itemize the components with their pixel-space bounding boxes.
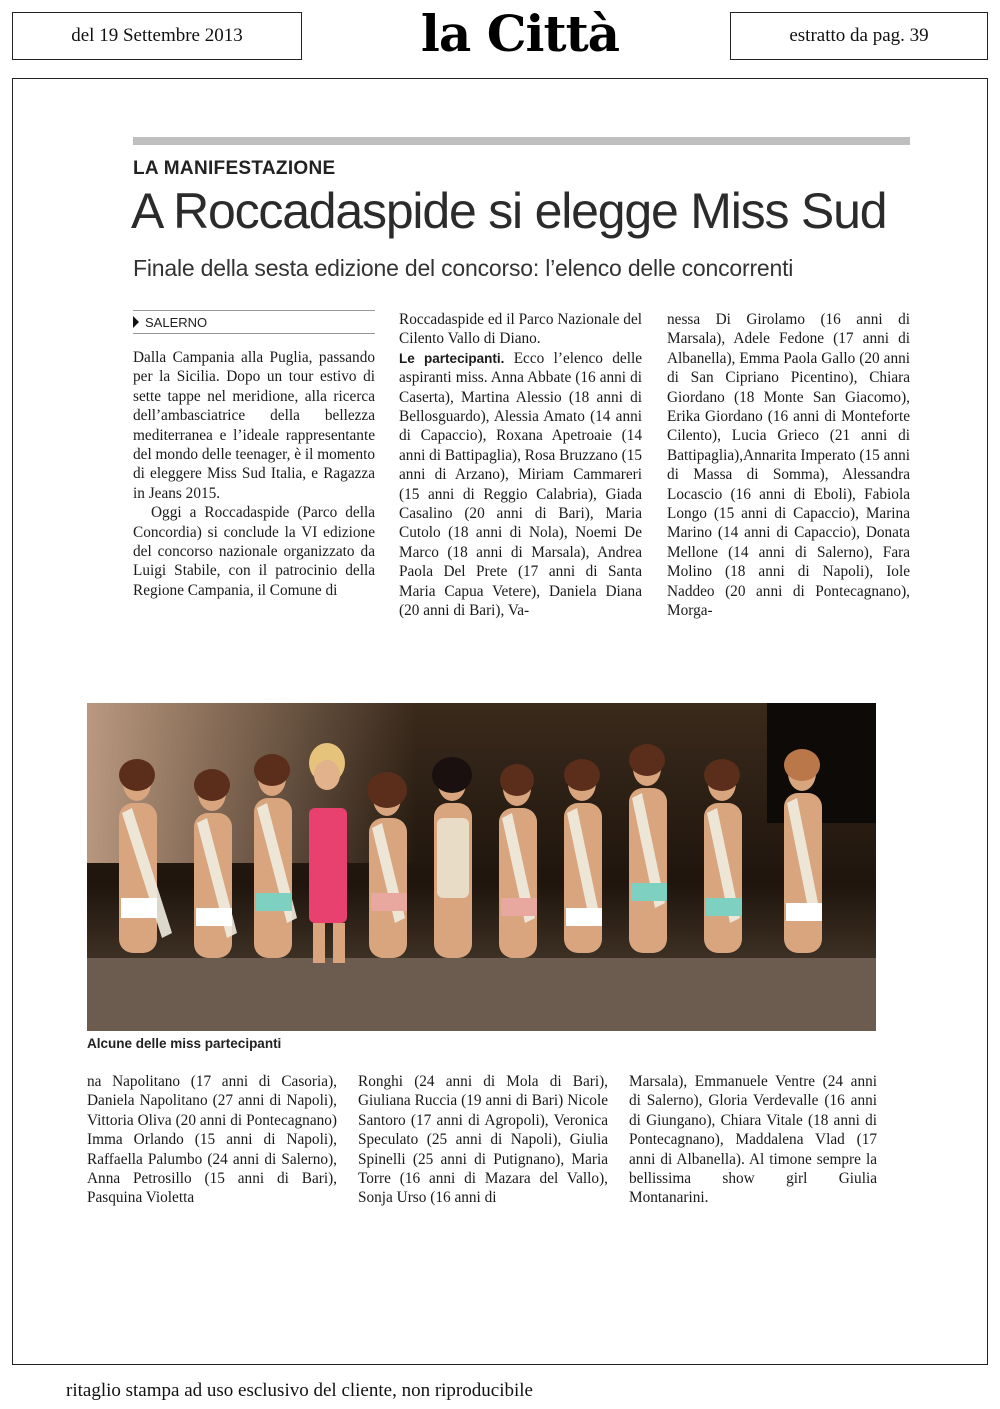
paragraph: Ecco l’elenco delle aspiranti miss. Anna Abbate (16 anni di Caserta), Martina Alessio (18 anni di Bellosguardo), Alessia Amato (14 anni di Capaccio), Roxana Apetroaie (14 anni di Battipaglia), Rosa Bruzzano (15 anni di Arzano), Miriam Cammareri (15 anni di Reggio Calabria), Giada Casalino (20 anni di Bari), Maria Cutolo (18 anni di Nola), Noemi De Marco (18 anni di Marsala), Andrea Paola Del Prete (17 anni di Santa Maria Capua Vetere), Daniela Diana (20 anni di Bari), Va- — [399, 349, 642, 620]
date-box — [12, 12, 302, 60]
article-top-rule — [133, 137, 910, 145]
page-reference: estratto da pag. 39 — [789, 25, 929, 46]
contestants-photo-image — [87, 703, 876, 1031]
article-photo — [87, 703, 876, 1031]
paragraph: Ronghi (24 anni di Mola di Bari), Giuliana Ruccia (19 anni di Bari) Nicole Santoro (17 anni di Agropoli), Veronica Speculato (25 anni di Napoli), Giulia Spinelli (25 anni di Putignano), Maria Torre (16 anni di Mazara del Vallo), Sonja Urso (16 anni di — [358, 1073, 608, 1207]
article-column-6 — [629, 1072, 877, 1208]
paragraph: Dalla Campania alla Puglia, passando per la Sicilia. Dopo un tour estivo di sette tappe nel meridione, alla ricerca dell’ambasciatrice della bellezza mediterranea e l’ideale rappresentante del mondo delle teenager, è il momento di eleggere Miss Sud Italia, e Ragazza in Jeans 2015. — [133, 349, 375, 502]
location-label: SALERNO — [145, 314, 208, 330]
paragraph: Marsala), Emmanuele Ventre (24 anni di Salerno), Gloria Verdevalle (16 anni di Giungano), Chiara Vitale (18 anni di Pontecagnano), Maddalena Vlad (17 anni di Albanella). Al timone sempre la bellissima show girl Giulia Montanarini. — [629, 1073, 877, 1207]
paragraph: nessa Di Girolamo (16 anni di Marsala), Adele Fedone (17 anni di Albanella), Emma Paola Gallo (20 anni di San Cipriano Picentino), Chiara Giordano (18 Monte San Giacomo), Erika Giordano (16 anni di Monteforte Cilento), Lucia Grieco (21 anni di Battipaglia),Annarita Imperato (15 anni di Massa di Somma), Alessandra Locascio (16 anni di Eboli), Fabiola Longo (15 anni di Capaccio), Marina Marino (14 anni di Capaccio), Donata Mellone (14 anni di Salerno), Fara Molino (18 anni di Napoli), Iole Naddeo (20 anni di Pontecagnano), Morga- — [667, 311, 910, 620]
newspaper-logo: la Città — [420, 3, 620, 63]
location-marker-icon — [133, 316, 139, 328]
location-tag — [133, 310, 375, 334]
page-reference-box — [730, 12, 988, 60]
paragraph: Oggi a Roccadaspide (Parco della Concordia) si conclude la VI edizione del concorso nazionale organizzato da Luigi Stabile, con il patrocinio della Regione Campania, il Comune di — [133, 504, 375, 599]
paragraph: Roccadaspide ed il Parco Nazionale del Cilento Vallo di Diano. — [399, 311, 642, 348]
article-column-4 — [87, 1072, 337, 1208]
paragraph: na Napolitano (17 anni di Casoria), Daniela Napolitano (27 anni di Napoli), Vittoria Oliva (20 anni di Pontecagnano) Imma Orlando (15 anni di Napoli), Raffaella Palumbo (24 anni di Salerno), Anna Petrosillo (15 anni di Bari), Pasquina Violetta — [87, 1073, 337, 1207]
section-lead: Le partecipanti. — [399, 350, 505, 366]
footer-note: ritaglio stampa ad uso esclusivo del cliente, non riproducibile — [66, 1380, 533, 1401]
article-column-5 — [358, 1072, 608, 1208]
article-column-2 — [399, 310, 642, 621]
publication-date: del 19 Settembre 2013 — [71, 25, 243, 46]
article-column-1 — [133, 348, 375, 600]
photo-caption: Alcune delle miss partecipanti — [87, 1036, 282, 1051]
article-subhead: Finale della sesta edizione del concorso: l’elenco delle concorrenti — [133, 255, 794, 281]
article-column-3 — [667, 310, 910, 621]
article-headline: A Roccadaspide si elegge Miss Sud — [131, 183, 887, 239]
article-kicker: LA MANIFESTAZIONE — [133, 158, 336, 179]
